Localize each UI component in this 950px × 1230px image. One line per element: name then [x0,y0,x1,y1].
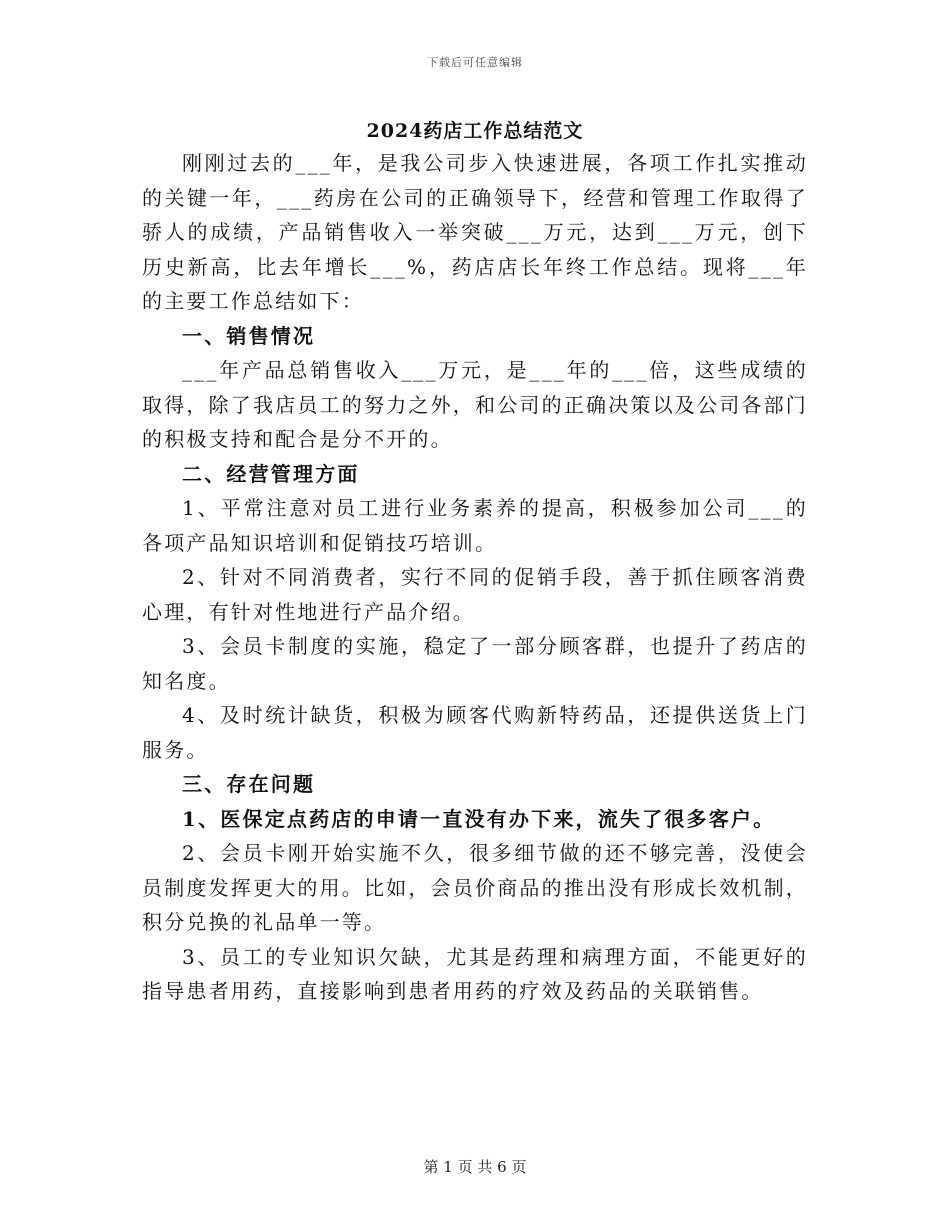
management-item-4: 4、及时统计缺货，积极为顾客代购新特药品，还提供送货上门服务。 [142,703,808,762]
page-footer: 第 1 页 共 6 页 [423,1158,527,1176]
header-note: 下载后可任意编辑 [427,56,523,69]
section-heading-management: 二、经营管理方面 [182,461,360,486]
management-item-1: 1、平常注意对员工进行业务素养的提高，积极参加公司___的各项产品知识培训和促销技巧培训。 [142,496,808,555]
intro-paragraph: 刚刚过去的___年，是我公司步入快速进展，各项工作扎实推动的关键一年，___药房在公司的正确领导下，经营和管理工作取得了骄人的成绩，产品销售收入一举突破___万元，达到___万元，创下历史新高，比去年增长___%，药店店长年终工作总结。现将___年的主要工作总结如下： [142,151,808,313]
management-item-3: 3、会员卡制度的实施，稳定了一部分顾客群，也提升了药店的知名度。 [142,634,808,693]
document-title: 2024药店工作总结范文 [366,120,584,142]
sales-paragraph: ___年产品总销售收入___万元，是___年的___倍，这些成绩的取得，除了我店员工的努力之外，和公司的正确决策以及公司各部门的积极支持和配合是分不开的。 [142,358,808,451]
section-heading-problems: 三、存在问题 [182,772,316,796]
management-item-2: 2、针对不同消费者，实行不同的促销手段，善于抓住顾客消费心理，有针对性地进行产品介绍。 [142,565,808,624]
section-heading-sales: 一、销售情况 [182,323,316,348]
problem-item-2: 2、会员卡刚开始实施不久，很多细节做的还不够完善，没使会员制度发挥更大的用。比如，会员价商品的推出没有形成长效机制，积分兑换的礼品单一等。 [142,841,808,934]
document-body [142,146,808,1009]
problem-item-1: 1、医保定点药店的申请一直没有办下来，流失了很多客户。 [182,806,776,831]
problem-item-3: 3、员工的专业知识欠缺，尤其是药理和病理方面，不能更好的指导患者用药，直接影响到患者用药的疗效及药品的关联销售。 [142,944,808,1003]
